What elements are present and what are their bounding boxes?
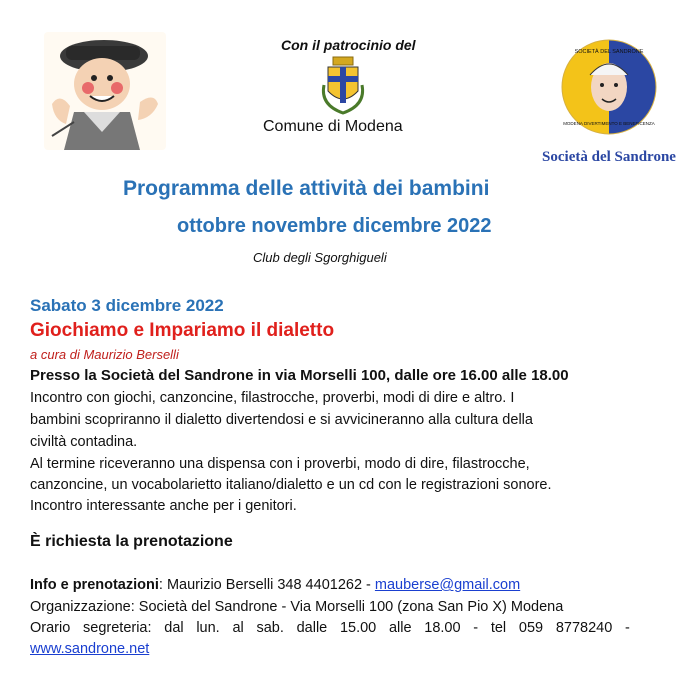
- description-line: Incontro con giochi, canzoncine, filastrocche, proverbi, modi di dire e altro. I: [30, 390, 515, 406]
- society-badge-top-text: SOCIETÀ DEL SANDRONE: [574, 49, 644, 55]
- description-line: canzoncine, un vocabolarietto italiano/dialetto e un cd con le registrazioni sonore.: [30, 477, 552, 493]
- hours-word: tel: [490, 620, 507, 636]
- website-line: [30, 641, 149, 657]
- sandrone-mascot-image: [44, 32, 166, 150]
- hours-word: dal: [164, 620, 184, 636]
- hours-word: al: [232, 620, 244, 636]
- hours-word: 059: [518, 620, 544, 636]
- website-link[interactable]: www.sandrone.net: [30, 641, 150, 657]
- event-date: Sabato 3 dicembre 2022: [30, 296, 224, 315]
- description-line: Al termine riceveranno una dispensa con i proverbi, modo di dire, filastrocche,: [30, 456, 530, 472]
- hours-word: -: [473, 620, 479, 636]
- society-logo-text: Società del Sandrone: [542, 149, 676, 165]
- hours-word: 18.00: [424, 620, 461, 636]
- modena-crest-icon: [318, 55, 368, 115]
- description-line: bambini scopriranno il dialetto divertendosi e si avvicineranno alla cultura della: [30, 412, 533, 428]
- info-label: Info e prenotazioni: [30, 577, 159, 593]
- hours-word: segreteria:: [83, 620, 152, 636]
- club-name: Club degli Sgorghigueli: [253, 250, 387, 265]
- event-curator: a cura di Maurizio Berselli: [30, 347, 179, 362]
- email-link[interactable]: mauberse@gmail.com: [374, 577, 521, 593]
- info-line: [30, 577, 520, 593]
- society-badge-bottom-text: MODENA DIVERTIMENTO E BENEFICENZA: [563, 121, 655, 126]
- hours-line: [30, 620, 630, 636]
- patronage-text: Con il patrocinio del: [281, 37, 416, 53]
- hours-word: 8778240: [555, 620, 613, 636]
- reservation-notice: È richiesta la prenotazione: [30, 533, 233, 550]
- society-logo: [520, 35, 698, 170]
- organization-line: Organizzazione: Società del Sandrone - Via Morselli 100 (zona San Pio X) Modena: [30, 599, 564, 615]
- description-line: civiltà contadina.: [30, 434, 138, 450]
- comune-name: Comune di Modena: [263, 118, 403, 135]
- hours-word: lun.: [196, 620, 220, 636]
- info-text: : Maurizio Berselli 348 4401262 -: [158, 577, 375, 593]
- hours-word: 15.00: [339, 620, 377, 636]
- hours-word: dalle: [296, 620, 328, 636]
- program-period: ottobre novembre dicembre 2022: [177, 215, 492, 237]
- program-title: Programma delle attività dei bambini: [123, 177, 490, 200]
- event-venue: Presso la Società del Sandrone in via Morselli 100, dalle ore 16.00 alle 18.00: [30, 367, 569, 384]
- description-line: Incontro interessante anche per i genitori.: [30, 498, 297, 514]
- hours-word: Orario: [30, 620, 71, 636]
- hours-word: alle: [388, 620, 412, 636]
- hours-word: sab.: [256, 620, 284, 636]
- event-title: Giochiamo e Impariamo il dialetto: [30, 320, 335, 341]
- hours-word: -: [624, 620, 630, 636]
